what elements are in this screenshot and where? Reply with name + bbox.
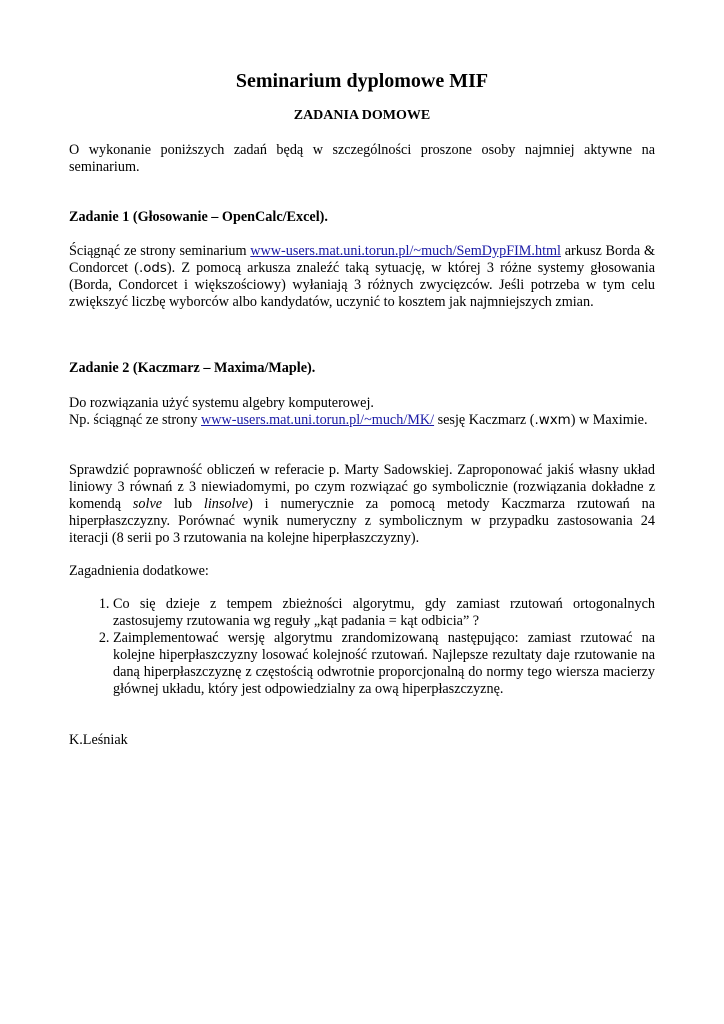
solve-command: solve bbox=[132, 496, 163, 512]
wxm-extension: .wxm bbox=[534, 413, 571, 428]
task2-text-c: ) w Maximie. bbox=[570, 412, 648, 428]
task1-text-c: ). Z pomocą arkusza znaleźć taką sytuację, w której 3 różne systemy głosowania (Borda, Condorcet i większościowy) wyłaniają 3 różnych zwycięzców. Jeśli potrzeba w tym celu zwiększyć liczbę wyborców albo kandydatów, uczynić to kosztem jak najmniejszych zmian. bbox=[69, 260, 655, 310]
task2-p2-text-b: lub bbox=[162, 496, 204, 512]
list-item: 1. Co się dzieje z tempem zbieżności algorytmu, gdy zamiast rzutowań ortogonalnych zastosujemy rzutowania wg reguły „kąt padania = kąt odbicia” ? bbox=[113, 596, 655, 630]
task1-text-a: Ściągnąć ze strony seminarium bbox=[69, 243, 251, 259]
mk-link[interactable]: www-users.mat.uni.torun.pl/~much/MK/ bbox=[200, 412, 435, 428]
task2-heading: Zadanie 2 (Kaczmarz – Maxima/Maple). bbox=[69, 360, 316, 376]
task1-heading: Zadanie 1 (Głosowanie – OpenCalc/Excel). bbox=[69, 209, 328, 225]
intro-paragraph: O wykonanie poniższych zadań będą w szczególności proszone osoby najmniej aktywne na seminarium. bbox=[69, 142, 655, 175]
task2-p2-text-a: Sprawdzić poprawność obliczeń w referacie p. Marty Sadowskiej. Zaproponować jakiś własny układ liniowy 3 równań z 3 niewiadomymi, po czym rozwiązać go symbolicznie (rozwiązania dokładne z komendą bbox=[69, 462, 655, 512]
task2-text-a: Np. ściągnąć ze strony bbox=[69, 412, 201, 428]
task2-paragraph1 bbox=[69, 412, 655, 429]
task2-text-b: sesję Kaczmarz ( bbox=[434, 412, 535, 428]
task2-p2-text-c: ) i numerycznie za pomocą metody Kaczmarza rzutowań na hiperpłaszczyzny. Porównać wynik numeryczny z symbolicznym w przypadku zastosowania 24 iteracji (8 serii po 3 rzutowania na kolejne hiperpłaszczyzny). bbox=[69, 496, 655, 546]
document-subtitle: ZADANIA DOMOWE bbox=[293, 108, 431, 123]
document-title: Seminarium dyplomowe MIF bbox=[235, 70, 489, 92]
seminar-link[interactable]: www-users.mat.uni.torun.pl/~much/SemDypFIM.html bbox=[250, 243, 561, 259]
extra-list bbox=[69, 596, 655, 698]
extra-heading: Zagadnienia dodatkowe: bbox=[69, 563, 209, 579]
linsolve-command: linsolve bbox=[203, 496, 249, 512]
task1-paragraph bbox=[69, 243, 655, 311]
task1-text-b: arkusz Borda & Condorcet ( bbox=[69, 243, 655, 276]
task2-line1: Do rozwiązania użyć systemu algebry komputerowej. bbox=[69, 395, 374, 411]
task2-paragraph2 bbox=[69, 462, 655, 547]
ods-extension: .ods bbox=[138, 261, 167, 276]
signature: K.Leśniak bbox=[69, 732, 128, 748]
list-item: 2. Zaimplementować wersję algorytmu zrandomizowaną następująco: zamiast rzutować na kolejne hiperpłaszczyzny losować kolejność rzutowań. Najlepsze rezultaty daje rzutowanie na daną hiperpłaszczyznę z częstością odwrotnie proporcjonalną do normy tego wiersza macierzy głównej układu, który jest odpowiedzialny za ową hiperpłaszczyznę. bbox=[113, 630, 655, 698]
